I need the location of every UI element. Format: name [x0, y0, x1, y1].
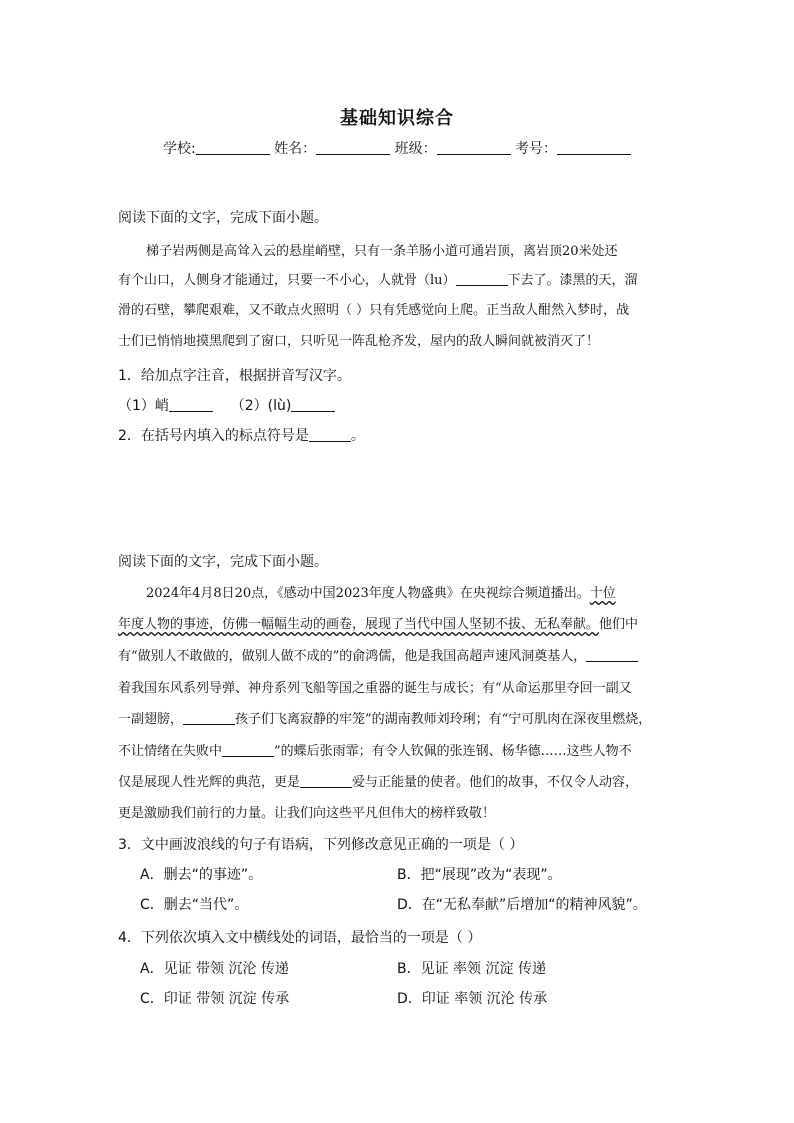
- passage2-text: 不让情绪在失败中: [118, 744, 223, 759]
- q1-item-1: （1）峭: [118, 398, 169, 414]
- q3-option-c[interactable]: C．删去“当代”。: [140, 897, 249, 913]
- fill-blank[interactable]: [300, 774, 352, 788]
- passage2-text: 他们中: [599, 617, 639, 632]
- passage1-line: 梯子岩两侧是高耸入云的悬崖峭壁，只有一条羊肠小道可通岩顶，离岩顶20米处还: [146, 244, 618, 259]
- school-blank[interactable]: [196, 140, 270, 155]
- passage2-line: [118, 613, 638, 632]
- passage2-line: 更是激励我们前行的力量。让我们向这些平凡但伟大的榜样致敬！: [118, 806, 496, 821]
- q3-option-a[interactable]: A．删去“的事迹”。: [140, 867, 263, 883]
- q2-text: 2．在括号内填入的标点符号是: [118, 428, 309, 444]
- passage2-line: [146, 582, 616, 601]
- q4-option-b[interactable]: B．见证 率领 沉淀 传递: [397, 961, 546, 977]
- q3-option-d[interactable]: D．在“无私奉献”后增加“的精神风貌”。: [397, 897, 647, 913]
- q4-option-a[interactable]: A．见证 带领 沉沦 传递: [140, 961, 289, 977]
- q2-answer[interactable]: [309, 427, 351, 442]
- passage2-text: 仅是展现人性光辉的典范，更是: [118, 775, 301, 790]
- passage2-line: 着我国东风系列导弹、神舟系列飞船等国之重器的诞生与成长；有“从命运那里夺回一副又: [118, 681, 632, 696]
- passage2-line: [118, 771, 638, 790]
- fill-blank[interactable]: [586, 648, 638, 662]
- q1-answer-2[interactable]: [291, 397, 335, 412]
- school-label: 学校:: [162, 141, 196, 157]
- exam-number-blank[interactable]: [557, 140, 631, 155]
- class-blank[interactable]: [437, 140, 511, 155]
- q4-option-c[interactable]: C．印证 带领 沉淀 传承: [140, 991, 290, 1007]
- page-title: 基础知识综合: [340, 108, 454, 129]
- question-1: 1．给加点字注音，根据拼音写汉字。: [118, 368, 351, 384]
- passage2-line: [118, 740, 632, 759]
- q4-option-d[interactable]: D．印证 率领 沉沦 传承: [397, 991, 548, 1007]
- passage2-text: ”的蝶后张雨霏；有令人钦佩的张连钢、杨华德……这些人物不: [274, 744, 632, 759]
- passage2-text: 有“做别人不敢做的，做别人做不成的”的俞鸿儒，他是我国高超声速风洞奠基人，: [118, 649, 587, 664]
- passage1-line: 滑的石壁，攀爬艰难，又不敢点火照明（ ）只有凭感觉向上爬。正当敌人酣然入梦时，战: [118, 303, 630, 318]
- q3-option-b[interactable]: B．把“展现”改为“表现”。: [397, 867, 562, 883]
- section2-instruction: 阅读下面的文字，完成下面小题。: [118, 554, 328, 570]
- question-2: [118, 425, 365, 445]
- q2-end: 。: [350, 428, 365, 444]
- fill-blank[interactable]: [456, 272, 508, 286]
- passage1-text: 有个山口，人侧身才能通过，只要一不小心，人就骨（lu）: [118, 273, 456, 288]
- passage1-text: 下去了。漆黑的天，溜: [507, 273, 638, 288]
- name-blank[interactable]: [316, 140, 390, 155]
- wavy-sentence: 年度人物的事迹，仿佛一幅幅生动的画卷，展现了当代中国人坚韧不拔、无私奉献。: [118, 617, 600, 632]
- name-label: 姓名：: [274, 141, 317, 157]
- q1-item-2: （2）(lù): [230, 398, 292, 414]
- fill-blank[interactable]: [222, 743, 274, 757]
- section1-instruction: 阅读下面的文字，完成下面小题。: [118, 210, 328, 226]
- q1-answer-1[interactable]: [169, 397, 213, 412]
- wavy-sentence: 十位: [589, 586, 616, 601]
- student-info-line: [0, 138, 794, 158]
- exam-number-label: 考号：: [515, 141, 558, 157]
- passage1-line: [118, 269, 638, 288]
- question-1-items: [118, 395, 335, 415]
- class-label: 班级：: [394, 141, 437, 157]
- passage2-text: 孩子们飞离寂静的牢笼”的湖南教师刘玲琍；有“宁可肌肉在深夜里燃烧，: [235, 712, 652, 727]
- passage2-text: 2024年4月8日20点，《感动中国2023年度人物盛典》在央视综合频道播出。: [146, 586, 590, 601]
- passage2-line: [118, 645, 638, 664]
- question-4: 4．下列依次填入文中横线处的词语，最恰当的一项是（ ）: [118, 930, 482, 946]
- passage2-line: [118, 708, 651, 727]
- passage2-text: 一副翅膀，: [118, 712, 184, 727]
- passage1-line: 士们已悄悄地摸黑爬到了窗口，只听见一阵乱枪齐发，屋内的敌人瞬间就被消灭了！: [118, 334, 600, 349]
- question-3: 3．文中画波浪线的句子有语病，下列修改意见正确的一项是（ ）: [118, 837, 524, 853]
- fill-blank[interactable]: [183, 711, 235, 725]
- passage2-text: 爱与正能量的使者。他们的故事，不仅令人动容，: [352, 775, 639, 790]
